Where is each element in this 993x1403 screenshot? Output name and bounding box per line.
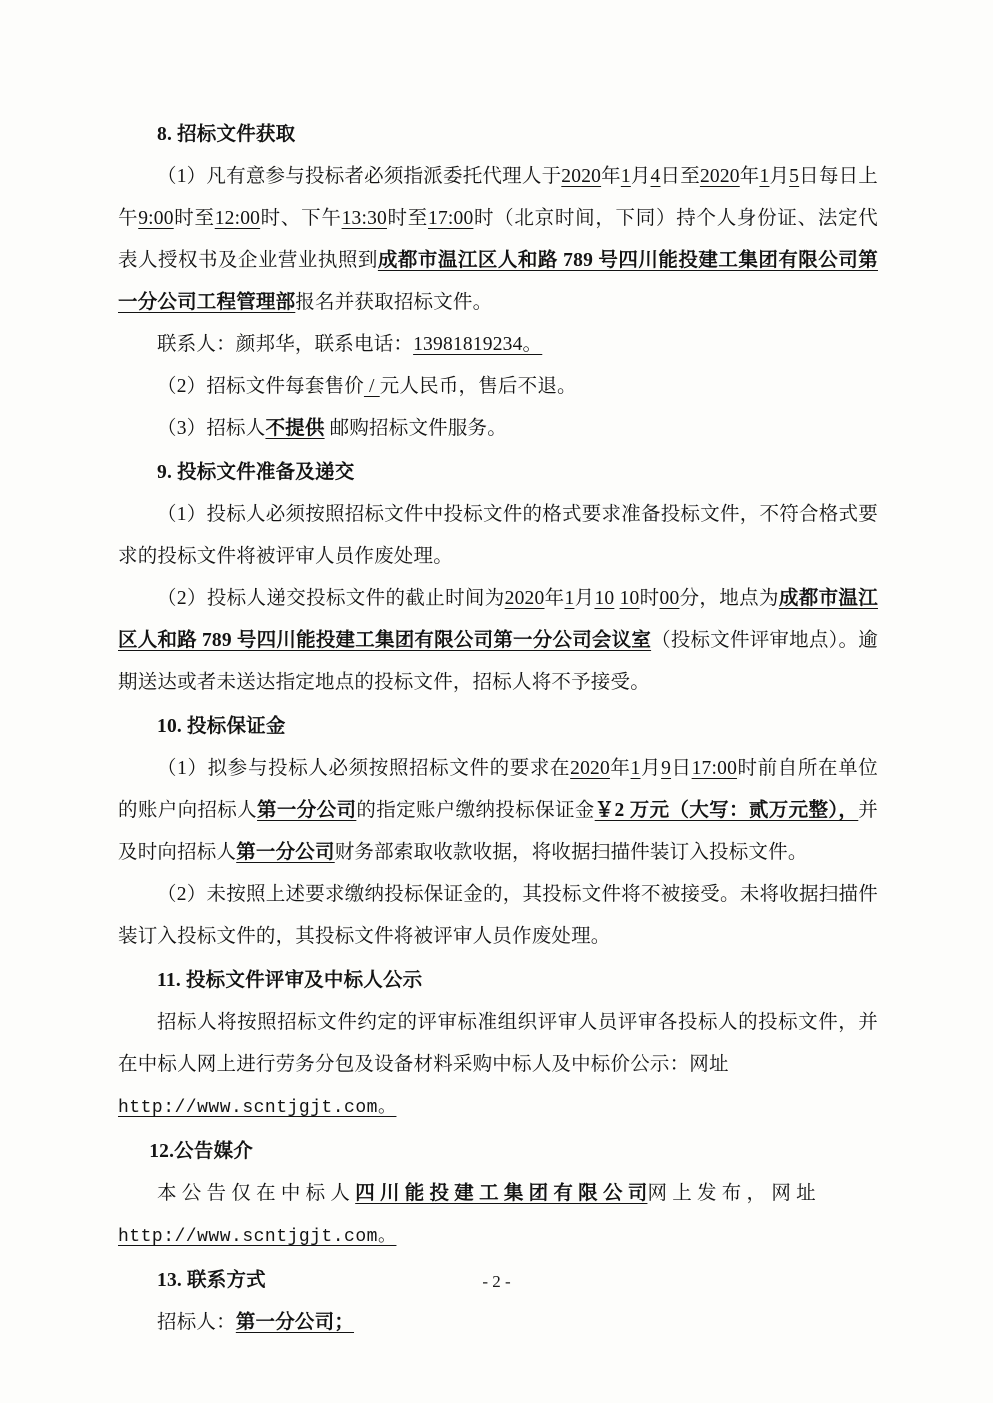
paragraph-10-2: （2）未按照上述要求缴纳投标保证金的，其投标文件将不被接受。未将收据扫描件装订入投标文件的，其投标文件将被评审人员作废处理。 [118, 884, 878, 947]
paragraph-8-1: （1）凡有意参与投标者必须指派委托代理人于2020年1月4日至2020年1月5日每日上午9:00时至12:00时、下午13:30时至17:00时（北京时间，下同）持个人身份证、法定代表人授权书及企业营业执照到成都市温江区人和路 789 号四川能投建工集团有限公司第一分公司工程管理部报名并获取招标文件。 [118, 166, 878, 313]
paragraph-10-1: （1）拟参与投标人必须按照招标文件的要求在2020年1月9日17:00时前自所在单位的账户向招标人第一分公司的指定账户缴纳投标保证金￥2 万元（大写：贰万元整），并及时向招标人第一分公司财务部索取收款收据，将收据扫描件装订入投标文件。 [118, 758, 878, 863]
paragraph-8-contact: 联系人：颜邦华，联系电话：13981819234。 [157, 334, 543, 355]
paragraph-9-2: （2）投标人递交投标文件的截止时间为2020年1月10 10时00分，地点为成都市温江区人和路 789 号四川能投建工集团有限公司第一分公司会议室（投标文件评审地点）。逾期送达或者未送达指定地点的投标文件，招标人将不予接受。 [118, 588, 878, 693]
section-heading-13: 13. 联系方式 [157, 1270, 266, 1291]
paragraph-8-2: （2）招标文件每套售价 / 元人民币，售后不退。 [157, 376, 577, 397]
paragraph-9-1: （1）投标人必须按照招标文件中投标文件的格式要求准备投标文件，不符合格式要求的投标文件将被评审人员作废处理。 [118, 504, 878, 567]
paragraph-11-1: 招标人将按照招标文件约定的评审标准组织评审人员评审各投标人的投标文件，并在中标人网上进行劳务分包及设备材料采购中标人及中标价公示：网址 [118, 1012, 878, 1075]
document-body [118, 112, 878, 1344]
section-heading-12: 12.公告媒介 [149, 1141, 253, 1162]
paragraph-13-1: 招标人：第一分公司； [157, 1312, 355, 1333]
page-number: - 2 - [482, 1272, 511, 1291]
website-link-2[interactable]: http://www.scntjgjt.com。 [118, 1227, 397, 1247]
section-heading-9: 9. 投标文件准备及递交 [157, 462, 355, 483]
section-heading-10: 10. 投标保证金 [157, 716, 286, 737]
section-heading-8: 8. 招标文件获取 [157, 124, 296, 145]
paragraph-8-3: （3）招标人不提供 邮购招标文件服务。 [157, 418, 507, 439]
section-heading-11: 11. 投标文件评审及中标人公示 [157, 970, 423, 991]
website-link-1[interactable]: http://www.scntjgjt.com。 [118, 1098, 397, 1118]
paragraph-12-1: 本 公 告 仅 在 中 标 人 四 川 能 投 建 工 集 团 有 限 公 司网 上 发 布 ， 网 址 [157, 1183, 816, 1204]
